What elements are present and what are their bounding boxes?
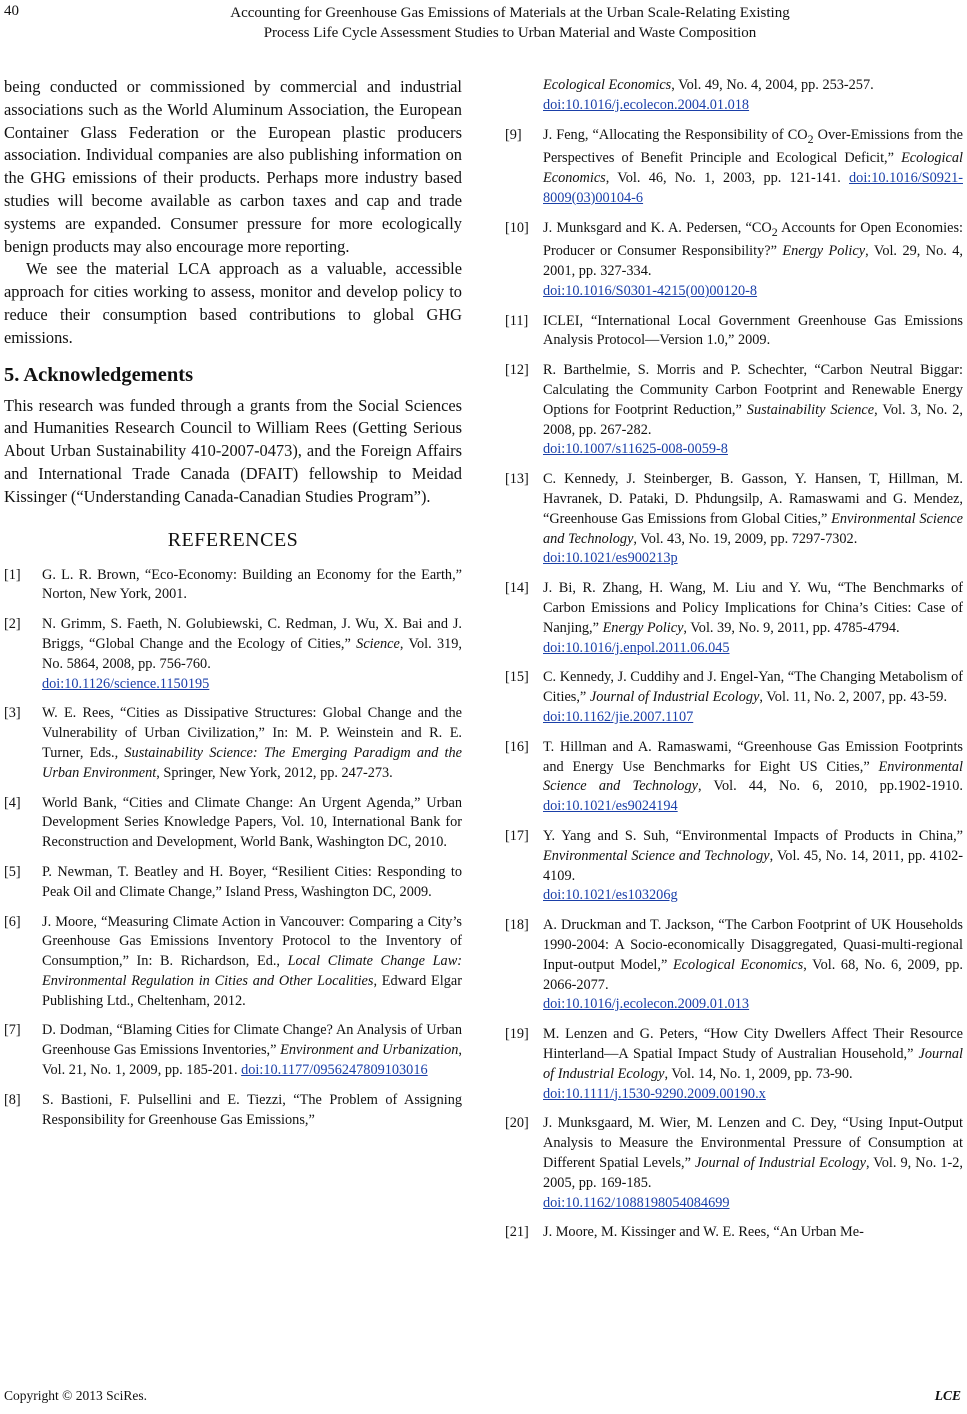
section-heading: 5. Acknowledgements: [4, 363, 194, 386]
reference-item: [3] W. E. Rees, “Cities as Dissipative Structures: Global Change and the Vulnerability of Urban Civilization,” In: M. P. Weinstein and R. E. Turner, Eds., Sustainability Science: The Emerging Paradigm and the Urban Environment, Springer, New York, 2012, pp. 247-273.: [4, 705, 463, 781]
reference-item: [6] J. Moore, “Measuring Climate Action in Vancouver: Comparing a City’s Greenhouse Gas Emissions Inventory Protocol to the Inventory of Consumption,” In: B. Richardson, Ed., Local Climate Change Law: Environmental Regulation in Cities and Other Localities, Edward Elgar Publishing Ltd., Cheltenham, 2012.: [4, 913, 462, 1009]
doi-link[interactable]: doi:10.1016/j.ecolecon.2009.01.013: [543, 996, 750, 1013]
doi-link[interactable]: doi:10.1126/science.1150195: [42, 675, 210, 692]
reference-item: [10] J. Munksgard and K. A. Pedersen, “$CO_2$ Accounts for Open Economies: Producer or Consumer Responsibility?” Energy Policy, Vol. 29, No. 4, 2001, pp. 327-334. doi:10.1016/S0301-4215(00)00120-8: [505, 219, 963, 299]
doi-link[interactable]: doi:10.1016/j.ecolecon.2004.01.018: [543, 96, 750, 113]
reference-item: [18] A. Druckman and T. Jackson, “The Carbon Footprint of UK Households 1990-2004: A Socio-economically Disaggregated, Quasi-multi-regional Input-output Model,” Ecological Economics, Vol. 68, No. 6, 2009, pp. 2066-2077. doi:10.1016/j.ecolecon.2009.01.013: [505, 917, 964, 1013]
reference-item: [8] S. Bastioni, F. Pulsellini and E. Tiezzi, “The Problem of Assigning Responsibility for Greenhouse Gas Emissions,”: [4, 1091, 462, 1128]
reference-item: [5] P. Newman, T. Beatley and H. Boyer, “Resilient Cities: Responding to Peak Oil and Climate Change,” Island Press, Washington DC, 2009.: [4, 863, 462, 900]
reference-item: [17] Y. Yang and S. Suh, “Environmental Impacts of Products in China,” Environmental Science and Technology, Vol. 45, No. 14, 2011, pp. 4102-4109. doi:10.1021/es103206g: [505, 828, 963, 904]
body-paragraph: being conducted or commissioned by commercial and industrial associations such as the World Aluminum Association, the European Container Glass Federation or the European plastic producers association. Individual companies are also publishing information on the GHG emissions of their products. Perhaps more industry based studies will become available as carbon taxes and cap and trade systems are expanded. Consumer pressure for more ecologically benign products may also encourage more reporting.: [4, 77, 462, 256]
doi-link[interactable]: doi:10.1162/jie.2007.1107: [543, 709, 694, 726]
reference-item: [7] D. Dodman, “Blaming Cities for Climate Change? An Analysis of Urban Greenhouse Gas Emissions Inventories,” Environment and Urbanization, Vol. 21, No. 1, 2009, pp. 185-201. doi:10.1177/0956247809103016: [4, 1022, 462, 1079]
running-header-line-1: Accounting for Greenhouse Gas Emissions of Materials at the Urban Scale-Relating Existing: [230, 5, 790, 21]
reference-item: [15] C. Kennedy, J. Cuddihy and J. Engel-Yan, “The Changing Metabolism of Cities,” Journal of Industrial Ecology, Vol. 11, No. 2, 2007, pp. 43-59. doi:10.1162/jie.2007.1107: [505, 669, 963, 726]
reference-item: [2] N. Grimm, S. Faeth, N. Golubiewski, C. Redman, J. Wu, X. Bai and J. Briggs, “Global Change and the Ecology of Cities,” Science, Vol. 319, No. 5864, 2008, pp. 756-760. doi:10.1126/science.1150195: [4, 616, 462, 692]
reference-item: [21] J. Moore, M. Kissinger and W. E. Rees, “An Urban Me-: [505, 1224, 864, 1241]
reference-item: [4] World Bank, “Cities and Climate Change: An Urgent Agenda,” Urban Development Series Knowledge Papers, Vol. 10, International Bank for Reconstruction and Development, World Bank, Washington DC, 2010.: [4, 794, 462, 851]
reference-item: [16] T. Hillman and A. Ramaswami, “Greenhouse Gas Emission Footprints and Energy Use Benchmarks for Eight US Cities,” Environmental Science and Technology, Vol. 44, No. 6, 2010, pp.1902-1910. doi:10.1021/es9024194: [505, 738, 964, 815]
doi-link[interactable]: doi:10.1111/j.1530-9290.2009.00190.x: [543, 1085, 766, 1102]
doi-link[interactable]: doi:10.1016/S0301-4215(00)00120-8: [543, 282, 758, 299]
doi-link[interactable]: doi:10.1177/0956247809103016: [241, 1062, 428, 1079]
body-paragraph: We see the material LCA approach as a valuable, accessible approach for cities working to assess, monitor and develop policy to reduce their consumption based contributions to global GHG emissions.: [4, 259, 462, 347]
left-column: [4, 76, 462, 1140]
references-heading: REFERENCES: [167, 528, 299, 551]
doi-link[interactable]: doi:10.1016/S0921-8009(03)00104-6: [543, 170, 963, 206]
reference-item: [11] ICLEI, “International Local Government Greenhouse Gas Emissions Analysis Protocol—Version 1.0,” 2009.: [505, 312, 963, 349]
reference-item: [19] M. Lenzen and G. Peters, “How City Dwellers Affect Their Resource Hinterland—A Spatial Impact Study of Australian Household,” Journal of Industrial Ecology, Vol. 14, No. 1, 2009, pp. 73-90. doi:10.1111/j.1530-9290.2009.00190.x: [505, 1026, 963, 1102]
reference-item: [1] G. L. R. Brown, “Eco-Economy: Building an Economy for the Earth,” Norton, New York, 2001.: [4, 566, 462, 603]
acknowledgements-text: This research was funded through a grants from the Social Sciences and Humanities Research Council to William Rees (Getting Serious About Urban Sustainability 410-2007-0473), and the Foreign Affairs and International Trade Canada (DFAIT) fellowship to Meidad Kissinger (“Understanding Canada-Canadian Studies Program”).: [4, 395, 462, 506]
doi-link[interactable]: doi:10.1021/es103206g: [543, 887, 678, 904]
reference-item: [14] J. Bi, R. Zhang, H. Wang, M. Liu and Y. Wu, “The Benchmarks of Carbon Emissions and Policy Implications for China’s Cities: Case of Nanjing,” Energy Policy, Vol. 39, No. 9, 2011, pp. 4785-4794. doi:10.1016/j.enpol.2011.06.045: [505, 580, 963, 656]
journal-abbreviation: LCE: [934, 1388, 961, 1403]
doi-link[interactable]: doi:10.1021/es900213p: [543, 550, 678, 567]
reference-item: [13] C. Kennedy, J. Steinberger, B. Gasson, Y. Hansen, T, Hillman, M. Havranek, D. Pataki, D. Phdungsilp, A. Ramaswami and G. Mendez, “Greenhouse Gas Emissions from Global Cities,” Environmental Science and Technology, Vol. 43, No. 19, 2009, pp. 7297-7302. doi:10.1021/es900213p: [505, 471, 964, 567]
reference-item-continued: Ecological Economics, Vol. 49, No. 4, 2004, pp. 253-257. doi:10.1016/j.ecolecon.2004.01.018: [543, 77, 874, 113]
running-header-line-2: Process Life Cycle Assessment Studies to Urban Material and Waste Composition: [263, 25, 757, 41]
reference-item: [9] J. Feng, “Allocating the Responsibility of $CO_2$ Over-Emissions from the Perspectives of Benefit Principle and Ecological Deficit,” Ecological Economics, Vol. 46, No. 1, 2003, pp. 121-141. doi:10.1016/S0921-8009(03)00104-6: [505, 126, 963, 206]
doi-link[interactable]: doi:10.1021/es9024194: [543, 798, 678, 815]
doi-link[interactable]: doi:10.1016/j.enpol.2011.06.045: [543, 639, 730, 656]
copyright-notice: Copyright © 2013 SciRes.: [4, 1388, 148, 1403]
running-header: [110, 3, 910, 43]
page-number: 40: [4, 3, 19, 19]
reference-item: [20] J. Munksgaard, M. Wier, M. Lenzen and C. Dey, “Using Input-Output Analysis to Measure the Environmental Pressure of Consumption at Different Spatial Levels,” Journal of Industrial Ecology, Vol. 9, No. 1-2, 2005, pp. 169-185. doi:10.1162/1088198054084699: [505, 1115, 963, 1211]
right-column: [505, 76, 963, 1253]
reference-item: [12] R. Barthelmie, S. Morris and P. Schechter, “Carbon Neutral Biggar: Calculating the Community Carbon Footprint and Renewable Energy Options for Footprint Reduction,” Sustainability Science, Vol. 3, No. 2, 2008, pp. 267-282. doi:10.1007/s11625-008-0059-8: [505, 362, 963, 458]
doi-link[interactable]: doi:10.1007/s11625-008-0059-8: [543, 441, 728, 458]
doi-link[interactable]: doi:10.1162/1088198054084699: [543, 1194, 730, 1211]
